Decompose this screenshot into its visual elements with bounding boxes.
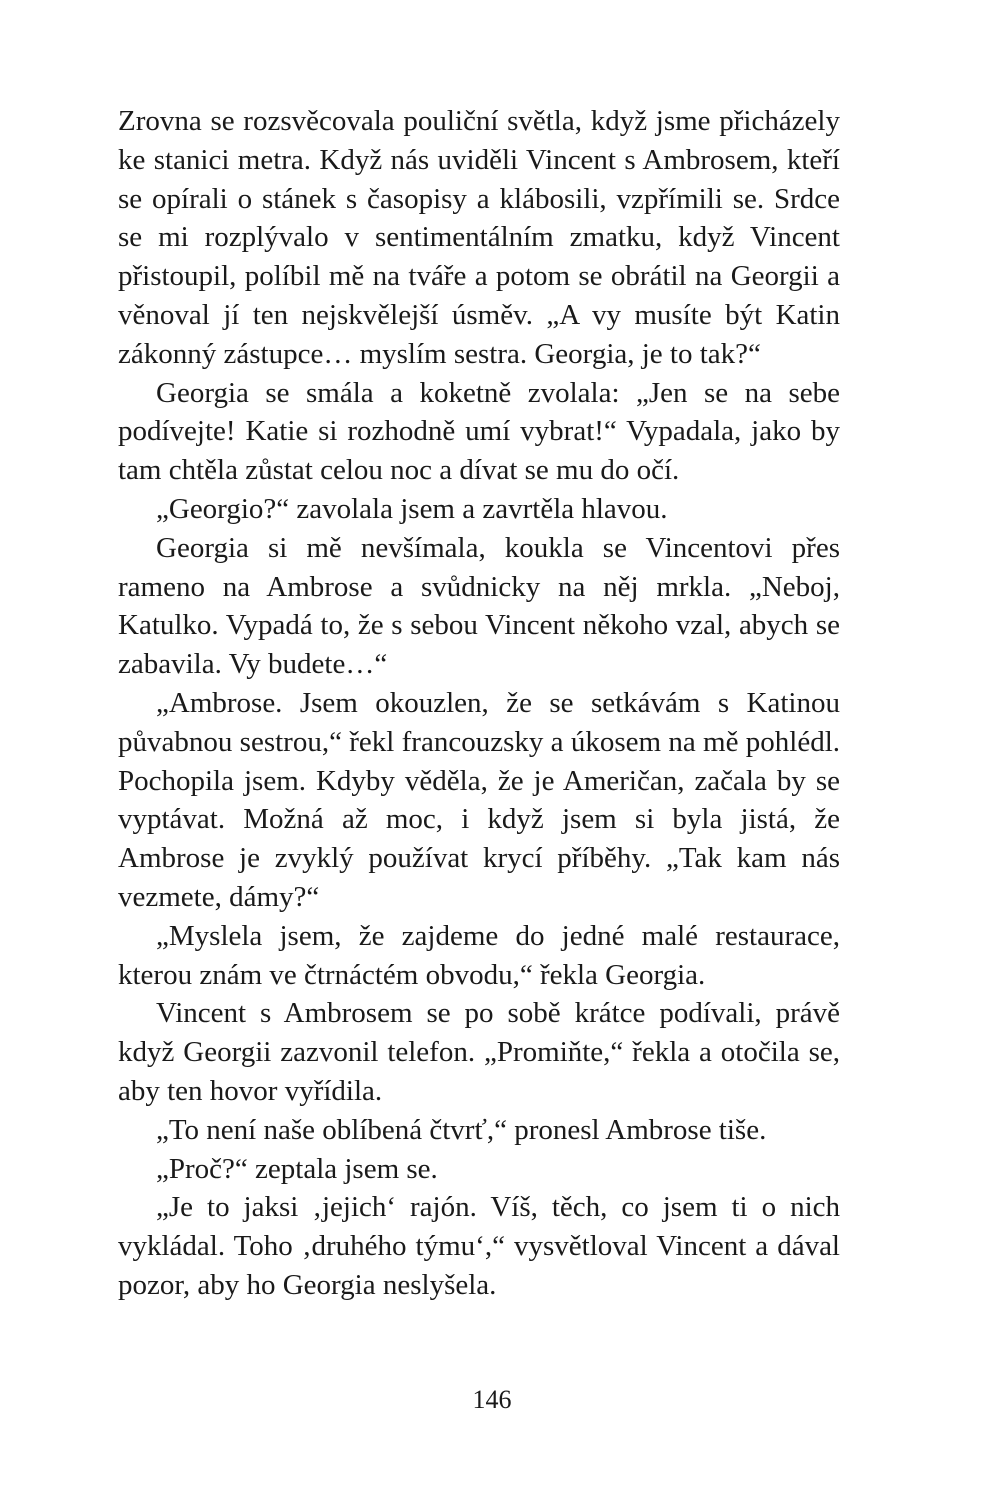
- paragraph-1: Zrovna se rozsvěcovala pouliční světla, když jsme přicházely ke stanici metra. Když nás uviděli Vincent s Ambrosem, kteří se opírali o stánek s časopisy a klábosili, vzpřímili se. Srdce se mi rozplývalo v sentimentálním zmatku, když Vincent přistoupil, políbil mě na tváře a potom se obrátil na Georgii a věnoval jí ten nejskvělejší úsměv. „A vy musíte být Katin zákonný zástupce… myslím sestra. Georgia, je to tak?“: [118, 105, 840, 370]
- paragraph-3: „Georgio?“ zavolala jsem a zavrtěla hlavou.: [156, 492, 668, 525]
- paragraph-8: „To není naše oblíbená čtvrť,“ pronesl Ambrose tiše.: [156, 1113, 767, 1146]
- body-text: [118, 102, 840, 1305]
- paragraph-4: Georgia si mě nevšímala, koukla se Vincentovi přes rameno na Ambrose a svůdnicky na něj mrkla. „Neboj, Katulko. Vypadá to, že s sebou Vincent někoho vzal, abych se zabavila. Vy budete…“: [118, 531, 840, 681]
- paragraph-6: „Myslela jsem, že zajdeme do jedné malé restaurace, kterou znám ve čtrnáctém obvodu,“ řekla Georgia.: [118, 919, 840, 991]
- paragraph-9: „Proč?“ zeptala jsem se.: [156, 1152, 438, 1185]
- paragraph-2: Georgia se smála a koketně zvolala: „Jen se na sebe podívejte! Katie si rozhodně umí vybrat!“ Vypadala, jako by tam chtěla zůstat celou noc a dívat se mu do očí.: [118, 376, 840, 487]
- paragraph-5: „Ambrose. Jsem okouzlen, že se setkávám s Katinou půvabnou sestrou,“ řekl francouzsky a úkosem na mě pohlédl. Pochopila jsem. Kdyby věděla, že je Američan, začala by se vyptávat. Možná až moc, i když jsem si byla jistá, že Ambrose je zvyklý používat krycí příběhy. „Tak kam nás vezmete, dámy?“: [118, 686, 840, 913]
- paragraph-10: „Je to jaksi ‚jejich‘ rajón. Víš, těch, co jsem ti o nich vykládal. Toho ‚druhého týmu‘,“ vysvětloval Vincent a dával pozor, aby ho Georgia neslyšela.: [118, 1191, 840, 1301]
- paragraph-7: Vincent s Ambrosem se po sobě krátce podívali, právě když Georgii zazvonil telefon. „Promiňte,“ řekla a otočila se, aby ten hovor vyřídila.: [118, 997, 840, 1107]
- page-number: 146: [472, 1385, 512, 1414]
